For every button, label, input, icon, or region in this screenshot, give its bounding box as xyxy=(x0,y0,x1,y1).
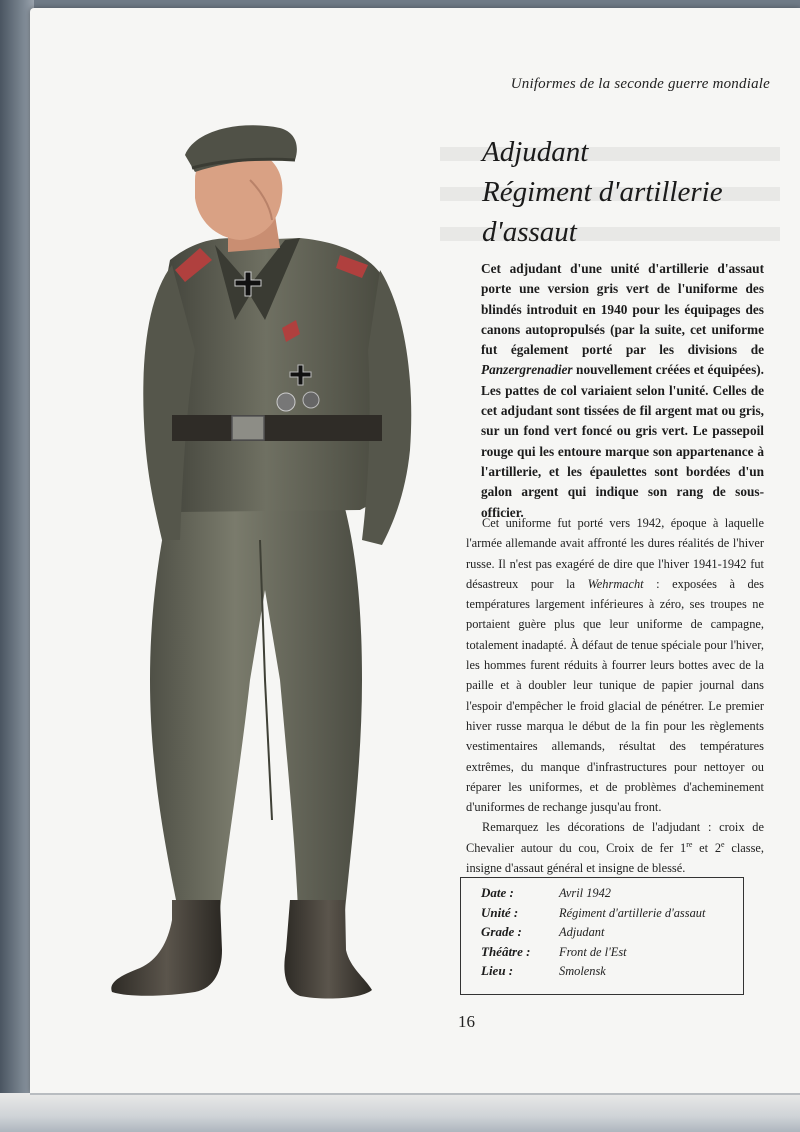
info-value: Régiment d'artillerie d'assaut xyxy=(559,905,706,920)
body-emphasis: Wehrmacht xyxy=(587,576,644,591)
soldier-figure-svg xyxy=(100,120,430,1015)
info-label: Théâtre : xyxy=(481,943,531,959)
info-label: Grade : xyxy=(481,924,522,939)
info-label: Date : xyxy=(481,885,514,900)
info-row-unit xyxy=(481,905,735,925)
info-row-place xyxy=(481,963,735,983)
body-text-segment: Cet uniforme fut porté vers 1942, époque à laquelle l'armée allemande avait affronté les dures réalités de l'hiver russe. Il n'est pas exagéré de dire que l'hiver 1941-1942 fut désastreux pour la xyxy=(466,516,764,591)
info-label: Lieu : xyxy=(481,963,514,978)
info-box xyxy=(460,877,744,995)
trousers xyxy=(150,490,362,910)
body-text-segment: : exposées à des températures largement inférieures à zéro, ses troupes ne portaient guère plus que leur uniforme de campagne, totalement inadapté. À défaut de tenue spéciale pour l'hiver, les hommes furent réduits à fourrer leurs bottes avec de la paille et à doubler leur tunique de papier journal dans l'espoir d'empêcher le froid glacial de pénétrer. Le premier hiver russe marqua le début de la fin pour les règlements vestimentaires allemands, résultat des températures extrêmes, du manque d'infrastructures pour nettoyer ou réparer les uniformes, et de problèmes d'acheminement d'uniformes de rechange jusqu'au front. xyxy=(466,576,765,815)
belt xyxy=(172,415,382,441)
page-edge-line xyxy=(30,1093,800,1095)
title-line-1: Adjudant xyxy=(482,136,589,168)
running-head: Uniformes de la seconde guerre mondiale xyxy=(510,76,770,92)
wound-badge-icon xyxy=(303,392,319,408)
info-value: Avril 1942 xyxy=(559,886,611,900)
lead-paragraph xyxy=(481,259,764,523)
info-row-date xyxy=(481,885,735,905)
info-row-grade xyxy=(481,924,735,944)
right-boot xyxy=(284,900,372,998)
info-value: Front de l'Est xyxy=(559,944,627,959)
book-spine-edge xyxy=(0,0,34,1132)
info-value: Adjudant xyxy=(559,925,605,939)
body-text-segment: classe, insigne d'assaut général et insigne de blessé. xyxy=(466,840,765,876)
body-paragraph-1 xyxy=(466,513,764,817)
title-line-2: Régiment d'artillerie xyxy=(482,176,723,208)
superscript: e xyxy=(721,839,725,849)
belt-buckle xyxy=(232,416,264,440)
title-line-3: d'assaut xyxy=(482,216,577,248)
left-boot xyxy=(111,900,222,996)
assault-badge-icon xyxy=(277,393,295,411)
info-row-theatre xyxy=(481,944,735,964)
page-bottom-edge xyxy=(0,1093,800,1132)
body-text-segment: Remarquez les décorations de l'adjudant : croix de Chevalier autour du cou, Croix de fer 1 xyxy=(466,820,764,855)
page-number: 16 xyxy=(458,1012,475,1031)
lead-text-1: Cet adjudant d'une unité d'artillerie d'assaut porte une version gris vert de l'uniforme des blindés introduit en 1940 pour les équipages des canons autopropulsés (par la suite, cet uniforme fut également porté par les divisions de xyxy=(481,261,764,358)
body-text xyxy=(466,513,764,878)
info-value: Smolensk xyxy=(559,964,606,978)
body-text-segment: et 2 xyxy=(692,840,722,855)
page-title xyxy=(482,132,782,252)
soldier-illustration xyxy=(100,120,430,1015)
info-label: Unité : xyxy=(481,904,519,920)
superscript: re xyxy=(686,839,693,849)
body-paragraph-2 xyxy=(466,817,764,878)
lead-text-2: nouvellement créées et équipées). Les pattes de col variaient selon l'unité. Celles de cet adjudant sont tissées de fil argent mat ou gris, sur un fond vert foncé ou gris vert. Le passepoil rouge qui les entoure marque son appartenance à l'artillerie, et les épaulettes sont bordées d'un galon argent qui indique son rang de sous-officier. xyxy=(481,362,764,520)
lead-emphasis: Panzergrenadier xyxy=(481,362,573,378)
